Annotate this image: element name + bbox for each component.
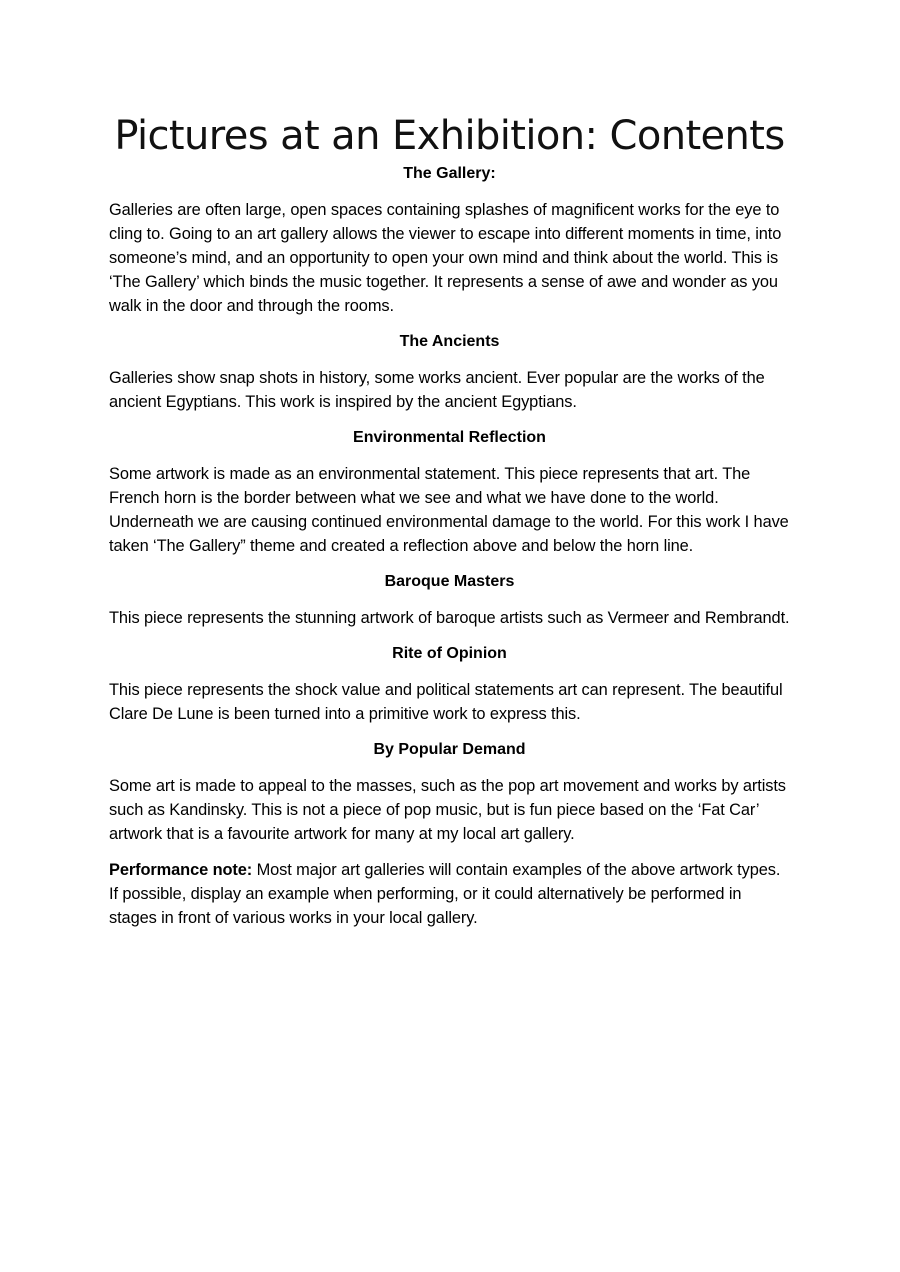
section-heading-baroque-masters: Baroque Masters <box>384 573 515 590</box>
section-heading-the-ancients: The Ancients <box>399 333 500 350</box>
section-heading-the-gallery: The Gallery: <box>403 165 496 182</box>
section-body-the-gallery: Galleries are often large, open spaces containing splashes of magnificent works for the eye to cling to. Going to an art gallery allows the viewer to escape into different moments in time, into someone’s mind, and an opportunity to open your own mind and think about the world. This is ‘The Gallery’ which binds the music together. It represents a sense of awe and wonder as you walk in the door and through the rooms. <box>109 201 782 315</box>
section-heading-by-popular-demand: By Popular Demand <box>373 741 526 758</box>
section-body-rite-of-opinion: This piece represents the shock value and political statements art can represent. The beautiful Clare De Lune is been turned into a primitive work to express this. <box>109 681 783 723</box>
section-body-by-popular-demand: Some art is made to appeal to the masses, such as the pop art movement and works by artists such as Kandinsky. This is not a piece of pop music, but is fun piece based on the ‘Fat Car’ artwork that is a favourite artwork for many at my local art gallery. <box>109 777 786 843</box>
section-body-environmental-reflection: Some artwork is made as an environmental statement. This piece represents that art. The French horn is the border between what we see and what we have done to the world. Underneath we are causing continued environmental damage to the world. For this work I have taken ‘The Gallery” theme and created a reflection above and below the horn line. <box>109 465 789 555</box>
section-heading-rite-of-opinion: Rite of Opinion <box>392 645 507 662</box>
section-body-baroque-masters: This piece represents the stunning artwork of baroque artists such as Vermeer and Rembrandt. <box>109 609 790 627</box>
page-title: Pictures at an Exhibition: Contents <box>114 113 785 159</box>
section-heading-environmental-reflection: Environmental Reflection <box>353 429 546 446</box>
performance-note <box>109 858 790 930</box>
document-content <box>109 110 790 930</box>
section-body-the-ancients: Galleries show snap shots in history, some works ancient. Ever popular are the works of the ancient Egyptians. This work is inspired by the ancient Egyptians. <box>109 369 765 411</box>
performance-note-text: Most major art galleries will contain examples of the above artwork types. If possible, display an example when performing, or it could alternatively be performed in stages in front of various works in your local gallery. <box>109 861 781 927</box>
performance-note-label: Performance note: <box>109 861 253 879</box>
